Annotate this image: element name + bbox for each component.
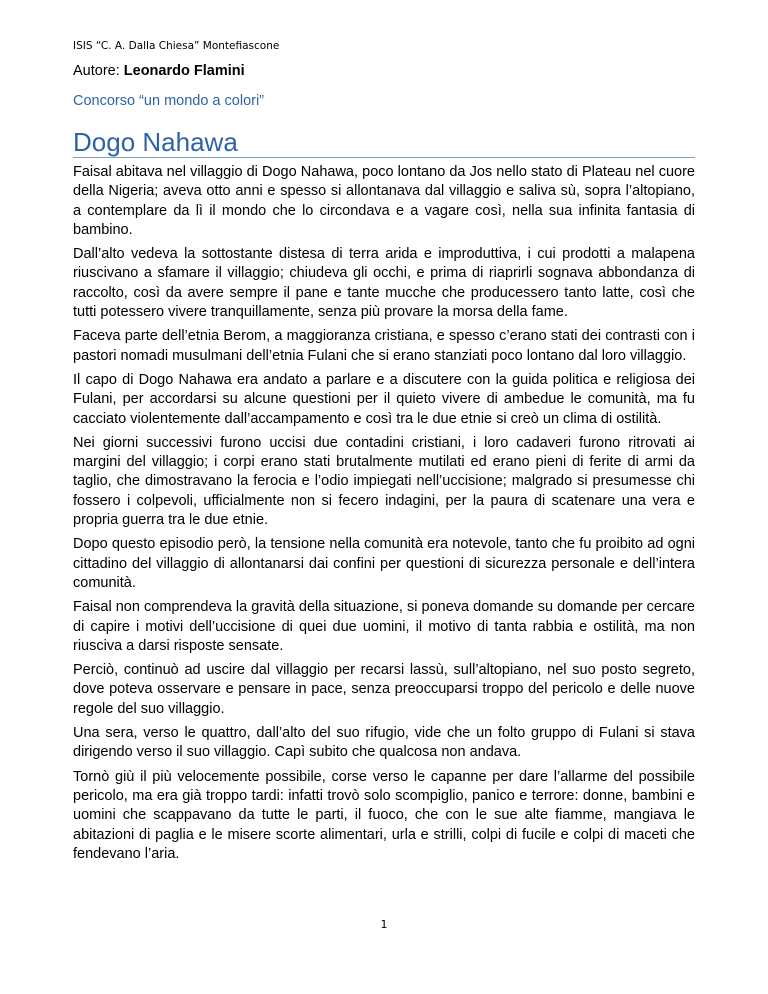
- title-underline: [73, 157, 695, 158]
- paragraph: Tornò giù il più velocemente possibile, corse verso le capanne per dare l’allarme del possibile pericolo, ma era già troppo tardi: infatti trovò solo scompiglio, panico e terrore: donne, bambini e uomini che scappavano da tutte le parti, il fuoco, che con le sue alte fiamme, mangiava le abitazioni di paglia e le misere scorte alimentari, urla e strilli, colpi di fucile e colpi di maceti che fendevano l’aria.: [73, 768, 695, 862]
- paragraph: Faisal abitava nel villaggio di Dogo Nahawa, poco lontano da Jos nello stato di Plateau nel cuore della Nigeria; aveva otto anni e spesso si allontanava dal villaggio e saliva sù, sopra l’altopiano, a contemplare da lì il mondo che lo circondava e a vagare così, nella sua infinita fantasia di bambino.: [73, 164, 695, 238]
- document-body: [73, 163, 695, 869]
- paragraph: Dall’alto vedeva la sottostante distesa di terra arida e improduttiva, i cui prodotti a malapena riuscivano a sfamare il villaggio; chiudeva gli occhi, e prima di riaprirli sognava abbondanza di raccolto, così da avere sempre il pane e tante mucche che producessero tanto latte, così che tutti potessero vivere tranquillamente, senza più provare la morsa della fame.: [73, 246, 695, 321]
- contest-subtitle: Concorso “un mondo a colori”: [73, 93, 265, 109]
- paragraph: Faisal non comprendeva la gravità della situazione, si poneva domande su domande per cercare di capire i motivi dell’uccisione di quei due uomini, il motivo di tanta rabbia e ostilità, ma non riusciva a darsi risposte sensate.: [73, 599, 695, 654]
- author-name: Leonardo Flamini: [123, 63, 245, 79]
- author-label: Autore:: [73, 63, 124, 79]
- author-line: [73, 63, 245, 79]
- paragraph: Nei giorni successivi furono uccisi due contadini cristiani, i loro cadaveri furono ritrovati ai margini del villaggio; i corpi erano stati brutalmente mutilati ed erano pieni di ferite di armi da taglio, che dimostravano la ferocia e l’odio impiegati nell’uccisione; malgrado si presumesse chi fossero i colpevoli, ufficialmente non si fecero indagini, per la paura di scatenare una vera e propria guerra tra le due etnie.: [73, 434, 695, 529]
- paragraph: Una sera, verso le quattro, dall’alto del suo rifugio, vide che un folto gruppo di Fulani si stava dirigendo verso il suo villaggio. Capì subito che qualcosa non andava.: [73, 725, 695, 761]
- document-title: Dogo Nahawa: [73, 127, 238, 157]
- paragraph: Perciò, continuò ad uscire dal villaggio per recarsi lassù, sull’altopiano, nel suo posto segreto, dove poteva osservare e pensare in pace, senza preoccuparsi troppo del pericolo e delle nuove regole del suo villaggio.: [73, 662, 695, 717]
- page-number: 1: [380, 918, 388, 931]
- school-header: ISIS “C. A. Dalla Chiesa” Montefiascone: [73, 40, 280, 52]
- paragraph: Il capo di Dogo Nahawa era andato a parlare e a discutere con la guida politica e religiosa dei Fulani, per accordarsi su alcune questioni per il quieto vivere di ambedue le comunità, ma fu cacciato violentemente dall’accampamento e così tra le due etnie si creò un clima di ostilità.: [73, 371, 695, 427]
- paragraph: Faceva parte dell’etnia Berom, a maggioranza cristiana, e spesso c’erano stati dei contrasti con i pastori nomadi musulmani dell’etnia Fulani che si erano stanziati poco lontano dal loro villaggio.: [73, 328, 695, 364]
- paragraph: Dopo questo episodio però, la tensione nella comunità era notevole, tanto che fu proibito ad ogni cittadino del villaggio di allontanarsi dai confini per questioni di sicurezza personale e dell’intera comunità.: [73, 536, 695, 591]
